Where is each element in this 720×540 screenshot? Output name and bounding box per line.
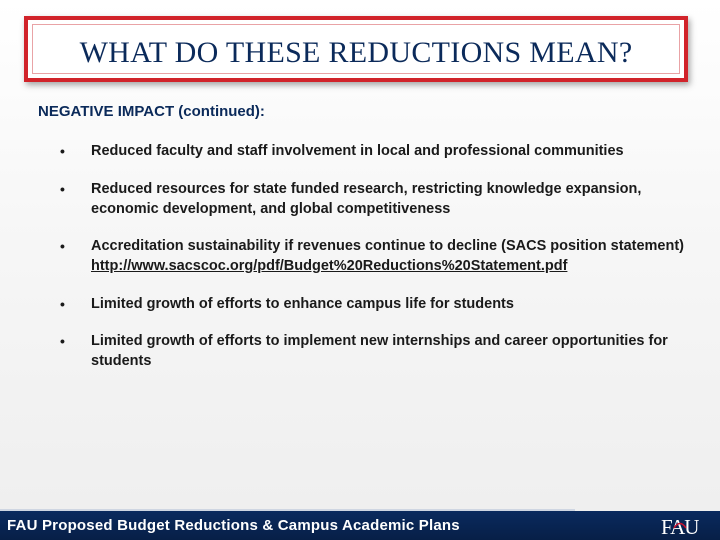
bullet-text: Limited growth of efforts to implement new internships and career opportunities for students [91, 333, 668, 369]
bullet-icon: • [60, 296, 65, 312]
fau-logo-icon [660, 514, 708, 538]
bullet-icon: • [60, 333, 65, 349]
footer-title: FAU Proposed Budget Reductions & Campus Academic Plans [7, 517, 460, 534]
bullet-item [60, 179, 712, 219]
fau-logo-text: FAU [661, 515, 699, 538]
bullet-text: Limited growth of efforts to enhance campus life for students [91, 296, 514, 312]
bullet-text: Reduced resources for state funded research, restricting knowledge expansion, economic development, and global competitiveness [91, 181, 642, 217]
bullet-text: Reduced faculty and staff involvement in local and professional communities [91, 143, 624, 159]
bullet-list [60, 141, 712, 371]
section-subtitle: NEGATIVE IMPACT (continued): [38, 103, 265, 120]
bullet-content [91, 236, 711, 276]
bullet-item [60, 294, 712, 314]
sacs-statement-link[interactable]: http://www.sacscoc.org/pdf/Budget%20Reductions%20Statement.pdf [91, 258, 568, 274]
bullet-item [60, 331, 712, 371]
bullet-icon: • [60, 238, 65, 254]
bullet-icon: • [60, 143, 65, 159]
bullet-text: Accreditation sustainability if revenues continue to decline (SACS position statement) [91, 238, 684, 254]
slide-title: WHAT DO THESE REDUCTIONS MEAN? [79, 36, 633, 69]
bullet-icon: • [60, 181, 65, 197]
bullet-item [60, 236, 712, 276]
title-box [24, 16, 688, 82]
bullet-item [60, 141, 712, 161]
